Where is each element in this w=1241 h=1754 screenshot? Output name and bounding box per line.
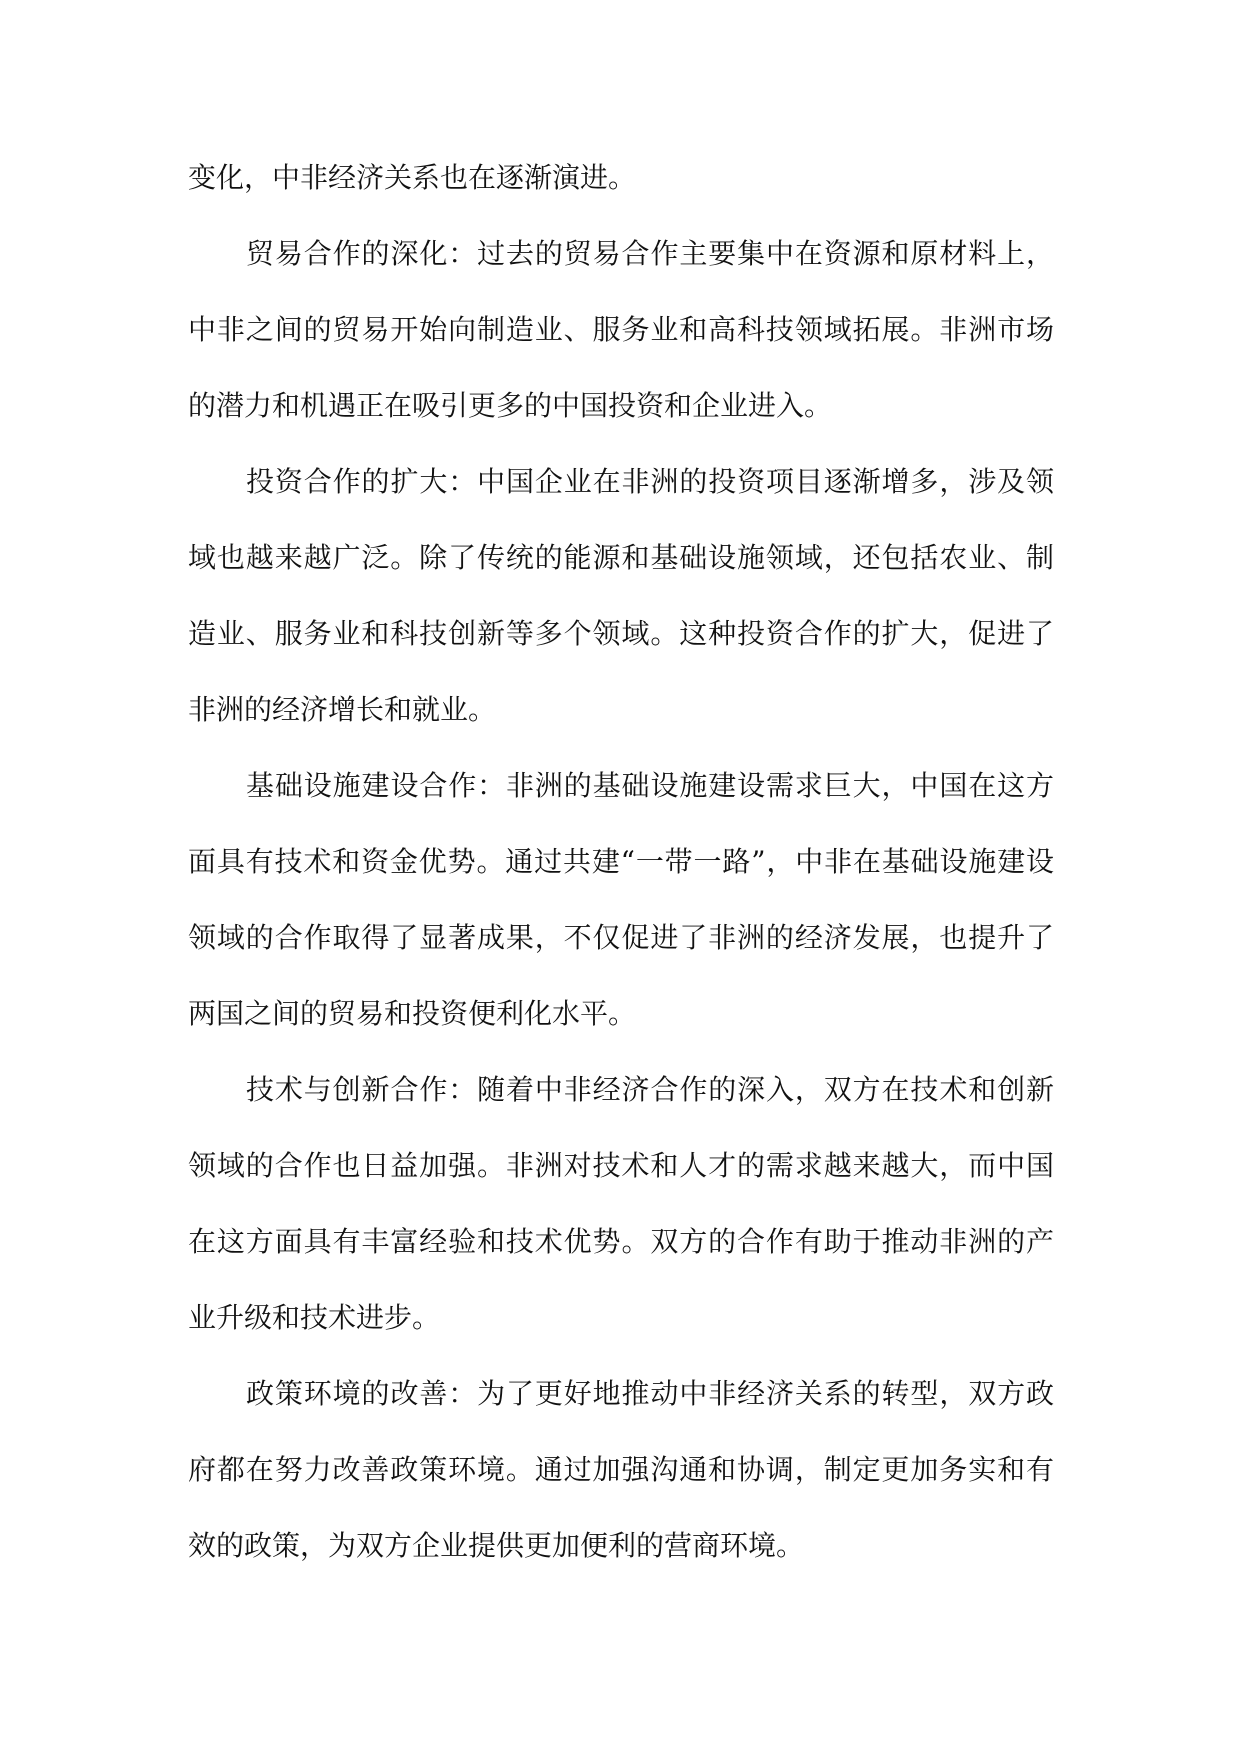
paragraph-trade-cooperation: 贸易合作的深化：过去的贸易合作主要集中在资源和原材料上，中非之间的贸易开始向制造业、服务业和高科技领域拓展。非洲市场的潜力和机遇正在吸引更多的中国投资和企业进入。: [188, 237, 1054, 422]
paragraph-continuation: 变化，中非经济关系也在逐渐演进。: [188, 161, 637, 194]
paragraph-technology-innovation: 技术与创新合作：随着中非经济合作的深入，双方在技术和创新领域的合作也日益加强。非洲对技术和人才的需求越来越大，而中国在这方面具有丰富经验和技术优势。双方的合作有助于推动非洲的产业升级和技术进步。: [188, 1073, 1054, 1334]
document-body: [188, 140, 1054, 1584]
paragraph-policy-environment: 政策环境的改善：为了更好地推动中非经济关系的转型，双方政府都在努力改善政策环境。通过加强沟通和协调，制定更加务实和有效的政策，为双方企业提供更加便利的营商环境。: [188, 1377, 1054, 1562]
paragraph-infrastructure-cooperation: 基础设施建设合作：非洲的基础设施建设需求巨大，中国在这方面具有技术和资金优势。通过共建“一带一路”，中非在基础设施建设领域的合作取得了显著成果，不仅促进了非洲的经济发展，也提升了两国之间的贸易和投资便利化水平。: [188, 769, 1054, 1030]
paragraph-investment-cooperation: 投资合作的扩大：中国企业在非洲的投资项目逐渐增多，涉及领域也越来越广泛。除了传统的能源和基础设施领域，还包括农业、制造业、服务业和科技创新等多个领域。这种投资合作的扩大，促进了非洲的经济增长和就业。: [188, 465, 1054, 726]
